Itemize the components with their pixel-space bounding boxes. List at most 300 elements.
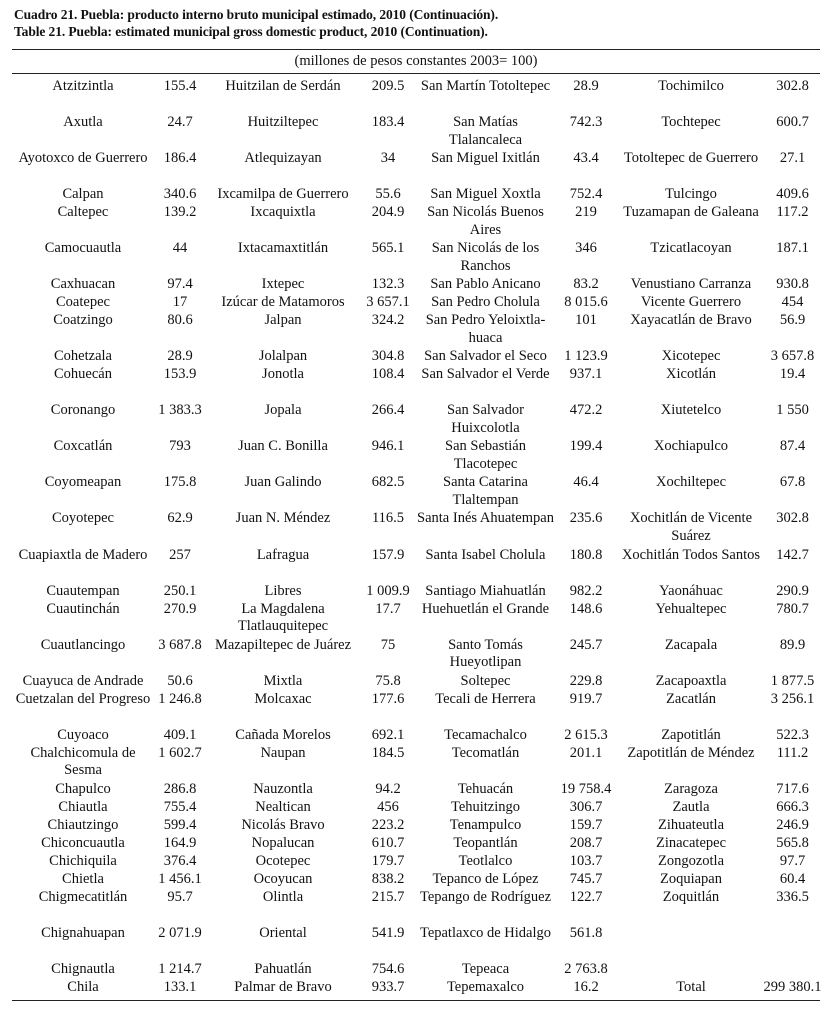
gdp-value-label: 24.7 xyxy=(167,114,193,131)
gdp-value-label: 1 246.8 xyxy=(158,690,202,707)
municipality-name xyxy=(617,889,765,925)
gdp-value-label: 19 758.4 xyxy=(560,780,612,797)
municipality-label: San Matías Tlalancaleca xyxy=(448,114,523,148)
municipality-label: Naupan xyxy=(260,744,306,761)
gdp-value-label: 599.4 xyxy=(163,816,197,833)
municipality-label: Chigmecatitlán xyxy=(38,888,128,905)
municipality-label: Yaonáhuac xyxy=(659,582,723,599)
municipality-name xyxy=(416,276,555,294)
municipality-name xyxy=(12,402,154,438)
municipality-label: Chila xyxy=(67,978,99,995)
gdp-value-label: 346 xyxy=(575,240,597,257)
gdp-value xyxy=(154,691,206,727)
gdp-value-label: 229.8 xyxy=(569,672,603,689)
gdp-value-label: 132.3 xyxy=(371,276,405,293)
gdp-value xyxy=(765,871,820,889)
municipality-name xyxy=(416,366,555,402)
municipality-label: Zautla xyxy=(672,798,710,815)
gdp-value xyxy=(555,547,617,583)
municipality-label: Atzitzintla xyxy=(52,78,114,94)
gdp-value xyxy=(765,204,820,240)
municipality-name xyxy=(416,925,555,961)
municipality-name xyxy=(617,691,765,727)
gdp-value-label: 122.7 xyxy=(569,888,603,905)
gdp-value xyxy=(555,637,617,673)
gdp-value-label: 472.2 xyxy=(569,402,603,419)
municipality-label: Lafragua xyxy=(256,546,310,563)
municipality-name xyxy=(12,186,154,204)
municipality-label: Zihuateutla xyxy=(657,816,725,833)
municipality-label: Ixtepec xyxy=(261,276,305,293)
gdp-value-label: 304.8 xyxy=(371,348,405,365)
municipality-label: Axutla xyxy=(63,114,103,131)
municipality-name xyxy=(206,114,360,150)
municipality-label: Santiago Miahuatlán xyxy=(425,582,546,599)
table-title-spanish: Cuadro 21. Puebla: producto interno bruto municipal estimado, 2010 (Continuación). xyxy=(14,7,499,22)
municipality-label: Caxhuacan xyxy=(50,276,116,293)
gdp-value-label: 175.8 xyxy=(163,474,197,491)
municipality-label: Chiconcuautla xyxy=(41,834,125,851)
municipality-label: Yehualtepec xyxy=(655,600,727,617)
municipality-name xyxy=(12,853,154,871)
municipality-label: Izúcar de Matamoros xyxy=(221,294,345,311)
municipality-label: Coatepec xyxy=(56,294,110,311)
municipality-name xyxy=(206,402,360,438)
gdp-value xyxy=(360,348,416,366)
gdp-value-label: 755.4 xyxy=(163,798,197,815)
municipality-name xyxy=(12,240,154,276)
gdp-value xyxy=(765,474,820,510)
municipality-name xyxy=(617,366,765,402)
gdp-value-label: 44 xyxy=(172,240,188,257)
municipality-name xyxy=(617,817,765,835)
municipality-label: San Miguel Xoxtla xyxy=(430,186,541,203)
municipality-name xyxy=(416,961,555,979)
gdp-value xyxy=(154,727,206,745)
municipality-name xyxy=(12,204,154,240)
municipality-name xyxy=(416,871,555,889)
gdp-value xyxy=(154,889,206,925)
municipality-label: Tuzamapan de Galeana xyxy=(623,204,759,221)
municipality-label: Santo Tomás Hueyotlipan xyxy=(448,636,523,671)
municipality-name xyxy=(416,402,555,438)
gdp-value-label: 16.2 xyxy=(573,978,599,995)
municipality-name xyxy=(12,961,154,979)
gdp-value xyxy=(765,979,820,997)
municipality-label: Cuautempan xyxy=(46,582,120,599)
gdp-value-label: 306.7 xyxy=(569,798,603,815)
municipality-label: Cañada Morelos xyxy=(235,726,331,743)
municipality-name xyxy=(617,583,765,601)
gdp-value-label: 60.4 xyxy=(779,870,806,887)
municipality-name xyxy=(206,889,360,925)
gdp-value xyxy=(555,510,617,546)
municipality-label: Nicolás Bravo xyxy=(241,816,325,833)
gdp-value-label: 17 xyxy=(172,294,188,311)
gdp-value-label: 838.2 xyxy=(371,870,405,887)
municipality-label: Palmar de Bravo xyxy=(234,978,332,995)
gdp-value xyxy=(360,817,416,835)
gdp-value-label: 745.7 xyxy=(569,870,603,887)
gdp-value xyxy=(154,474,206,510)
municipality-label: Jonotla xyxy=(262,366,304,383)
municipality-label: Tenampulco xyxy=(449,816,522,833)
gdp-value xyxy=(765,312,820,348)
gdp-value-label: 919.7 xyxy=(569,690,603,707)
units-caption: (millones de pesos constantes 2003= 100) xyxy=(294,53,538,69)
municipality-label: San Miguel Ixitlán xyxy=(431,150,540,167)
gdp-value xyxy=(555,204,617,240)
gdp-value xyxy=(765,294,820,312)
municipality-label: Teopantlán xyxy=(453,834,518,851)
gdp-value xyxy=(555,961,617,979)
gdp-value-label: 290.9 xyxy=(776,582,809,599)
gdp-value-label: 245.7 xyxy=(569,636,603,653)
municipality-name xyxy=(12,727,154,745)
municipality-label: Chapulco xyxy=(55,780,111,797)
municipality-name xyxy=(416,601,555,637)
gdp-value-label: 28.9 xyxy=(573,78,599,94)
municipality-name xyxy=(617,150,765,186)
gdp-value-label: 148.6 xyxy=(569,600,603,617)
municipality-label: Cuautinchán xyxy=(46,600,120,617)
municipality-name xyxy=(206,925,360,961)
municipality-label: Xayacatlán de Bravo xyxy=(630,312,752,329)
municipality-name xyxy=(206,186,360,204)
gdp-value xyxy=(555,348,617,366)
gdp-value-label: 208.7 xyxy=(569,834,603,851)
municipality-name xyxy=(206,510,360,546)
municipality-label: Ixcamilpa de Guerrero xyxy=(217,186,349,203)
gdp-value-label: 97.4 xyxy=(167,276,193,293)
gdp-value xyxy=(360,673,416,691)
municipality-name xyxy=(416,547,555,583)
gdp-value xyxy=(360,889,416,925)
gdp-value xyxy=(154,547,206,583)
gdp-value-label: 108.4 xyxy=(371,366,405,383)
gdp-value-label: 177.6 xyxy=(371,690,405,707)
municipality-label: Jalpan xyxy=(264,312,302,329)
municipality-label: Ocoyucan xyxy=(253,870,313,887)
gdp-value-label: 600.7 xyxy=(776,114,809,131)
gdp-value xyxy=(555,799,617,817)
municipality-label: Cuayuca de Andrade xyxy=(22,672,144,689)
gdp-value xyxy=(765,186,820,204)
gdp-value xyxy=(555,691,617,727)
gdp-value xyxy=(360,835,416,853)
municipality-name xyxy=(416,348,555,366)
gdp-value xyxy=(360,601,416,637)
gdp-value xyxy=(360,925,416,961)
municipality-name xyxy=(416,889,555,925)
gdp-value-label: 83.2 xyxy=(573,276,599,293)
gdp-value xyxy=(360,312,416,348)
municipality-name xyxy=(12,781,154,799)
gdp-value xyxy=(360,691,416,727)
municipality-name xyxy=(416,150,555,186)
municipality-name xyxy=(12,817,154,835)
municipality-label: San Pablo Anicano xyxy=(430,276,541,293)
gdp-value xyxy=(555,745,617,781)
municipality-label: Huehuetlán el Grande xyxy=(421,600,550,617)
gdp-value xyxy=(765,601,820,637)
gdp-value xyxy=(154,637,206,673)
gdp-value xyxy=(765,691,820,727)
gdp-value-label: 780.7 xyxy=(776,600,809,617)
municipality-name xyxy=(12,114,154,150)
municipality-label: Oriental xyxy=(259,924,307,941)
gdp-value xyxy=(154,366,206,402)
municipality-name xyxy=(12,276,154,294)
gdp-value-label: 409.1 xyxy=(163,726,197,743)
gdp-value-label: 186.4 xyxy=(163,150,197,167)
gdp-value-label: 692.1 xyxy=(371,726,405,743)
header-rule xyxy=(12,73,820,74)
municipality-name xyxy=(206,673,360,691)
gdp-value xyxy=(765,348,820,366)
gdp-value-label: 2 615.3 xyxy=(564,726,608,743)
gdp-value xyxy=(154,276,206,294)
municipality-label: Tehuitzingo xyxy=(450,798,521,815)
gdp-value-label: 666.3 xyxy=(776,798,809,815)
municipality-label: Ixcaquixtla xyxy=(250,204,316,221)
municipality-label: Tulcingo xyxy=(665,186,717,203)
gdp-value-label: 270.9 xyxy=(163,600,197,617)
gdp-value-label: 1 602.7 xyxy=(158,744,202,761)
gdp-value xyxy=(765,78,820,114)
gdp-value-label: 610.7 xyxy=(371,834,405,851)
municipality-label: Zacapoaxtla xyxy=(655,672,727,689)
municipality-name xyxy=(206,799,360,817)
gdp-value xyxy=(154,312,206,348)
gdp-value-label: 27.1 xyxy=(779,150,806,167)
municipality-label: Juan N. Méndez xyxy=(235,510,331,527)
gdp-value-label: 34 xyxy=(380,150,396,167)
municipality-name xyxy=(416,673,555,691)
gdp-value-label: 50.6 xyxy=(167,672,193,689)
gdp-value xyxy=(765,583,820,601)
municipality-name xyxy=(617,438,765,474)
municipality-name xyxy=(206,601,360,637)
gdp-value-label: 179.7 xyxy=(371,852,405,869)
gdp-value xyxy=(154,204,206,240)
municipality-name xyxy=(617,979,765,997)
municipality-name xyxy=(206,691,360,727)
gdp-value-label: 2 763.8 xyxy=(564,960,608,977)
gdp-value xyxy=(360,294,416,312)
municipality-label: Tehuacán xyxy=(457,780,514,797)
municipality-label: San Pedro Yeloixtla-huaca xyxy=(425,312,546,346)
municipality-label: Ayotoxco de Guerrero xyxy=(18,150,148,167)
municipality-label: Teotlalco xyxy=(458,852,513,869)
municipality-label: Jolalpan xyxy=(258,348,308,365)
municipality-name xyxy=(617,835,765,853)
municipality-label: San Martín Totoltepec xyxy=(420,78,551,94)
gdp-value-label: 80.6 xyxy=(167,312,193,329)
gdp-value xyxy=(765,817,820,835)
municipality-label: Huitziltepec xyxy=(247,114,319,131)
gdp-value xyxy=(154,402,206,438)
gdp-value-label: 2 071.9 xyxy=(158,924,202,941)
gdp-value-label: 180.8 xyxy=(569,546,603,563)
gdp-value-label: 204.9 xyxy=(371,204,405,221)
municipality-name xyxy=(206,204,360,240)
gdp-value xyxy=(555,402,617,438)
municipality-name xyxy=(12,150,154,186)
municipality-name xyxy=(617,204,765,240)
municipality-label: Zapotitlán de Méndez xyxy=(627,744,755,761)
gdp-value xyxy=(360,637,416,673)
gdp-value xyxy=(555,78,617,114)
municipality-name xyxy=(12,294,154,312)
gdp-value xyxy=(555,727,617,745)
municipality-name xyxy=(416,240,555,276)
gdp-value-label: 3 687.8 xyxy=(158,636,202,653)
municipality-label: Tochtepec xyxy=(661,114,721,131)
municipality-label: Jopala xyxy=(264,402,302,419)
municipality-name xyxy=(12,979,154,997)
gdp-value xyxy=(555,835,617,853)
municipality-name xyxy=(206,637,360,673)
gdp-value-label: 89.9 xyxy=(779,636,806,653)
municipality-name xyxy=(12,510,154,546)
gdp-value xyxy=(360,402,416,438)
municipality-label: Cohetzala xyxy=(54,348,112,365)
municipality-name xyxy=(12,312,154,348)
gdp-value-label: 793 xyxy=(169,438,191,455)
municipality-label: Tzicatlacoyan xyxy=(650,240,732,257)
gdp-value xyxy=(555,601,617,637)
gdp-value xyxy=(765,925,820,961)
gdp-value-label: 3 256.1 xyxy=(770,690,815,707)
gdp-value-label: 235.6 xyxy=(569,510,603,527)
gdp-value-label: 1 383.3 xyxy=(158,402,202,419)
municipality-label: San Salvador el Seco xyxy=(424,348,547,365)
municipality-label: Xochitlán de Vicente Suárez xyxy=(629,510,753,544)
gdp-value xyxy=(360,961,416,979)
gdp-value-label: 541.9 xyxy=(371,924,405,941)
municipality-name xyxy=(416,799,555,817)
municipality-label: Juan Galindo xyxy=(244,474,322,491)
municipality-name xyxy=(206,78,360,114)
gdp-value-label: 87.4 xyxy=(779,438,806,455)
gdp-value xyxy=(555,240,617,276)
municipality-name xyxy=(617,961,765,979)
municipality-label: Xiutetelco xyxy=(660,402,722,419)
gdp-value-label: 215.7 xyxy=(371,888,405,905)
gdp-value-label: 302.8 xyxy=(776,78,809,94)
municipality-name xyxy=(206,781,360,799)
gdp-value xyxy=(555,294,617,312)
gdp-value xyxy=(360,204,416,240)
municipality-name xyxy=(416,294,555,312)
municipality-label: Tepatlaxco de Hidalgo xyxy=(419,924,552,941)
municipality-label: Chalchicomula de Sesma xyxy=(30,744,136,779)
gdp-value-label: 3 657.8 xyxy=(770,348,815,365)
top-rule xyxy=(12,49,820,50)
municipality-name xyxy=(206,366,360,402)
municipality-name xyxy=(206,150,360,186)
municipality-name xyxy=(12,637,154,673)
municipality-name xyxy=(617,312,765,348)
municipality-label: Ixtacamaxtitlán xyxy=(237,240,329,257)
gdp-value xyxy=(765,781,820,799)
municipality-name xyxy=(416,637,555,673)
table-title-english: Table 21. Puebla: estimated municipal gross domestic product, 2010 (Continuation). xyxy=(14,24,488,39)
municipality-name xyxy=(206,348,360,366)
municipality-name xyxy=(12,474,154,510)
gdp-value xyxy=(360,799,416,817)
gdp-value xyxy=(154,817,206,835)
gdp-value-label: 116.5 xyxy=(371,510,405,527)
municipality-name xyxy=(617,510,765,546)
municipality-label: Cohuecán xyxy=(54,366,112,383)
gdp-value xyxy=(765,402,820,438)
municipality-name xyxy=(206,745,360,781)
gdp-value xyxy=(360,510,416,546)
municipality-label: Soltepec xyxy=(460,672,511,689)
municipality-name xyxy=(617,240,765,276)
gdp-value-label: 17.7 xyxy=(375,600,401,617)
gdp-value xyxy=(154,871,206,889)
municipality-name xyxy=(12,583,154,601)
municipality-name xyxy=(206,312,360,348)
municipality-name xyxy=(617,186,765,204)
municipality-label: Caltepec xyxy=(57,204,109,221)
municipality-label: Chiautla xyxy=(58,798,108,815)
gdp-value-label: 75 xyxy=(380,636,396,653)
municipality-label: Coatzingo xyxy=(53,312,113,329)
municipality-label: Nealtican xyxy=(255,798,311,815)
gdp-value xyxy=(154,150,206,186)
gdp-value xyxy=(154,961,206,979)
gdp-value xyxy=(555,312,617,348)
municipality-label: Mixtla xyxy=(263,672,303,689)
gdp-value-label: 752.4 xyxy=(569,186,603,203)
gdp-value xyxy=(765,889,820,925)
gdp-value xyxy=(555,889,617,925)
gdp-value xyxy=(555,150,617,186)
municipality-label: Santa Inés Ahuatempan xyxy=(417,510,554,527)
gdp-value-label: 43.4 xyxy=(573,150,599,167)
gdp-value-label: 286.8 xyxy=(163,780,197,797)
municipality-name xyxy=(12,745,154,781)
gdp-value xyxy=(555,438,617,474)
gdp-value xyxy=(154,601,206,637)
gdp-value-label: 184.5 xyxy=(371,744,405,761)
municipality-name xyxy=(416,583,555,601)
municipality-label: Tepanco de López xyxy=(432,870,539,887)
gdp-value-label: 62.9 xyxy=(167,510,193,527)
municipality-label: Xochitlán Todos Santos xyxy=(621,546,761,563)
municipality-label: Santa Isabel Cholula xyxy=(425,546,546,563)
gdp-value-label: 55.6 xyxy=(375,186,401,203)
gdp-value xyxy=(154,781,206,799)
municipality-name xyxy=(617,114,765,150)
municipality-name xyxy=(416,835,555,853)
gdp-value xyxy=(555,817,617,835)
municipality-label: Huitzilan de Serdán xyxy=(225,78,341,94)
gdp-value xyxy=(154,583,206,601)
gdp-value-label: 28.9 xyxy=(167,348,193,365)
municipality-label: Cuyoaco xyxy=(57,726,109,743)
municipality-label: Tecali de Herrera xyxy=(435,690,536,707)
municipality-name xyxy=(206,817,360,835)
gdp-value-label: 67.8 xyxy=(779,474,806,491)
municipality-label: Zaragoza xyxy=(664,780,718,797)
municipality-label: Chichiquila xyxy=(49,852,117,869)
gdp-value-label: 183.4 xyxy=(371,114,405,131)
